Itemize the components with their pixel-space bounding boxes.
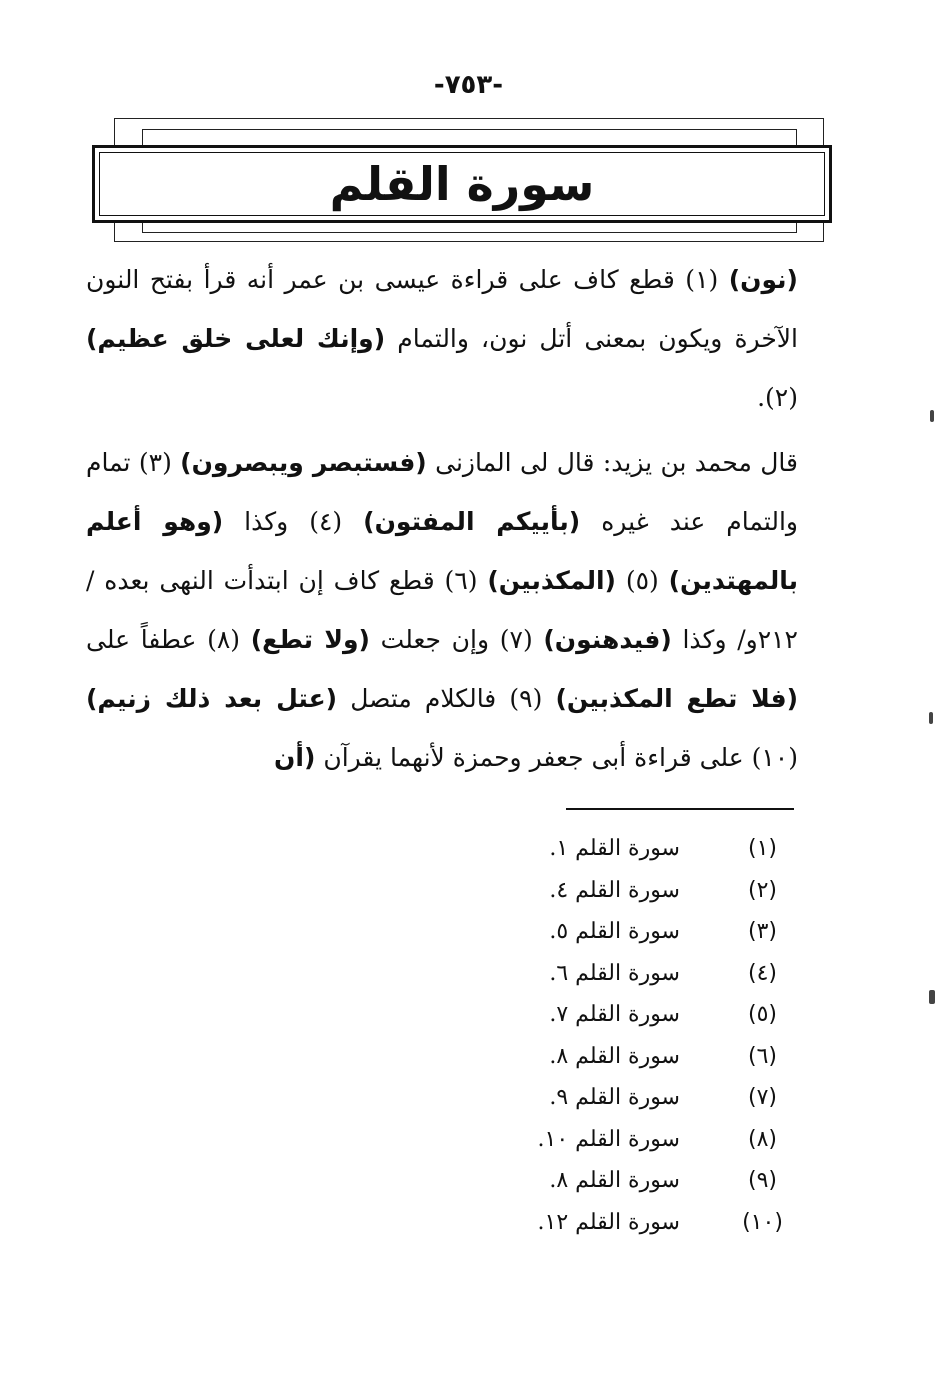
paragraph-2 <box>86 433 798 787</box>
footnote-text: سورة القلم ٧. <box>549 1002 680 1028</box>
text-segment: (٧) وإن جعلت <box>369 625 544 654</box>
footnote-item <box>480 994 795 1036</box>
text-segment: (١) قطع كاف على قراءة عيسى بن عمر أنه قرأ بفتح النون الآخرة ويكون بمعنى أتل نون، والتمام <box>86 265 799 353</box>
footnote-item <box>480 828 795 870</box>
footnote-text: سورة القلم ٨. <box>549 1043 680 1069</box>
footnote-item <box>480 1160 795 1202</box>
footnote-text: سورة القلم ١. <box>549 836 680 862</box>
footnote-number: (٧) <box>747 1085 777 1111</box>
text-segment: (٣) تمام والتمام عند غيره <box>86 448 798 536</box>
footnote-divider <box>566 808 794 810</box>
quran-quote: (وهو أعلم بالمهتدين) <box>86 507 798 595</box>
quran-quote: (وإنك لعلى خلق عظيم) <box>86 324 386 353</box>
footnote-number: (٥) <box>747 1002 777 1028</box>
text-segment: (٥) <box>615 566 669 595</box>
footnote-item <box>480 870 795 912</box>
footnote-text: سورة القلم ٨. <box>549 1168 680 1194</box>
footnote-number: (٤) <box>747 960 777 986</box>
quran-quote: (المكذبين) <box>487 566 616 595</box>
text-segment: قال محمد بن يزيد: قال لى المازنى <box>426 448 799 477</box>
surah-title: سورة القلم <box>329 157 595 211</box>
footnote-text: سورة القلم ٥. <box>549 919 680 945</box>
footnote-text: سورة القلم ٦. <box>549 960 680 986</box>
quran-quote: (بأييكم المفتون) <box>363 507 581 536</box>
text-segment: (٦) قطع كاف إن ابتدأت النهى بعده /٢١٢و/ وكذا <box>86 566 798 654</box>
text-segment: (٤) وكذا <box>223 507 364 536</box>
scan-speck <box>929 990 935 1004</box>
footnote-number: (٨) <box>747 1126 777 1152</box>
footnote-number: (٩) <box>747 1168 777 1194</box>
quran-quote: (فستبصر ويبصرون) <box>180 448 427 477</box>
footnote-number: (١٠) <box>742 1209 783 1235</box>
page-number: -٧٥٣- <box>433 70 504 100</box>
footnote-item <box>480 1077 795 1119</box>
footnote-item <box>480 953 795 995</box>
quran-quote: (فلا تطع المكذبين) <box>555 684 799 713</box>
quran-quote: (ولا تطع) <box>250 625 370 654</box>
text-segment: (١٠) على قراءة أبى جعفر وحمزة لأنهما يقرآن <box>315 743 798 772</box>
paragraph-1 <box>86 250 798 427</box>
scan-speck <box>929 712 933 724</box>
quran-quote: (أن <box>274 743 316 772</box>
footnote-number: (٢) <box>747 877 777 903</box>
footnote-text: سورة القلم ٤. <box>549 877 680 903</box>
footnote-item <box>480 1202 795 1244</box>
footnote-text: سورة القلم ١٠. <box>537 1126 680 1152</box>
text-segment: (٢). <box>757 383 798 412</box>
footnote-item <box>480 1036 795 1078</box>
quran-quote: (فيدهنون) <box>543 625 672 654</box>
footnote-number: (٣) <box>747 919 777 945</box>
text-segment: (٩) فالكلام متصل <box>337 684 556 713</box>
text-segment: (٨) عطفاً على <box>86 625 251 654</box>
footnote-number: (١) <box>747 836 777 862</box>
body-text <box>86 250 798 787</box>
footnote-text: سورة القلم ٩. <box>549 1085 680 1111</box>
quran-quote: (عتل بعد ذلك زنيم) <box>86 684 338 713</box>
quran-quote: (نون) <box>728 265 798 294</box>
footnote-number: (٦) <box>747 1043 777 1069</box>
surah-title-box <box>92 145 832 223</box>
footnote-list <box>480 828 795 1243</box>
scan-speck <box>930 410 934 422</box>
footnote-item <box>480 911 795 953</box>
footnote-item <box>480 1119 795 1161</box>
footnote-text: سورة القلم ١٢. <box>537 1209 680 1235</box>
